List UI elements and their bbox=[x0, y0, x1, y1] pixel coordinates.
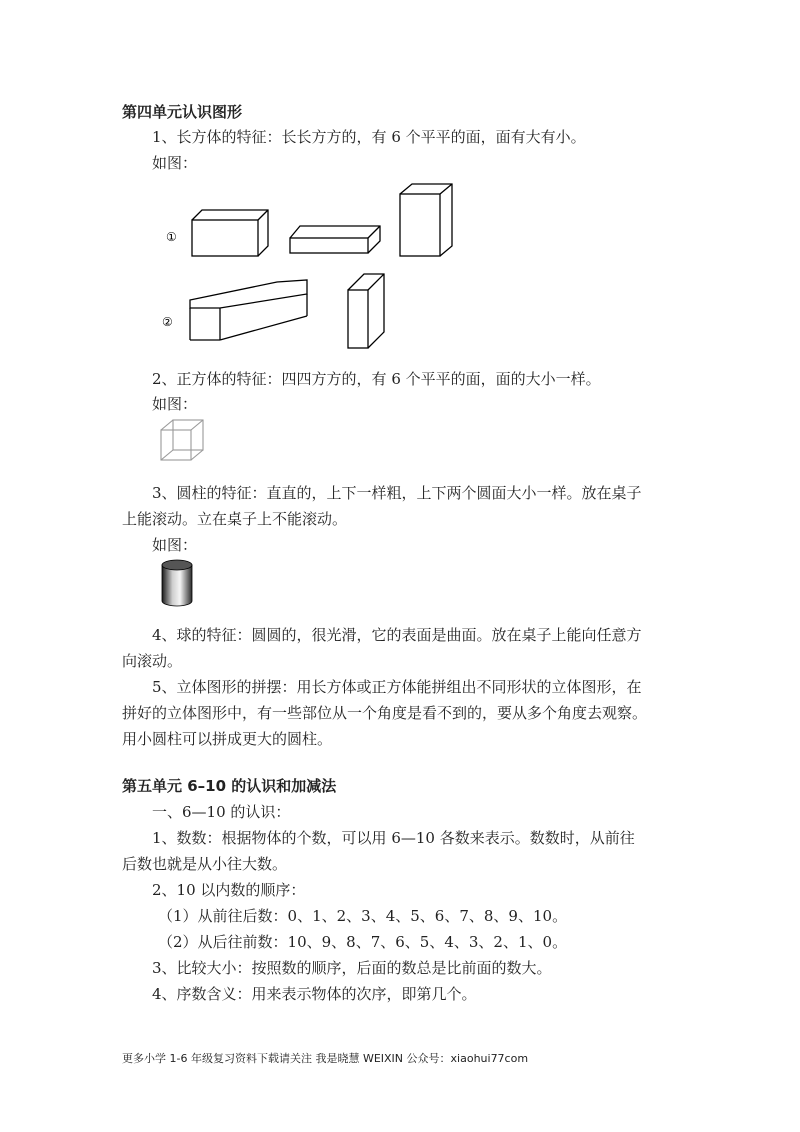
compare-text: 3、比较大小：按照数的顺序，后面的数总是比前面的数大。 bbox=[152, 959, 552, 977]
cylinder-figure-label: 如图： bbox=[152, 536, 198, 554]
cuboid-feature-text: 1、长方体的特征：长长方方的，有 6 个平平的面，面有大有小。 bbox=[152, 128, 586, 146]
sphere-feature-text-2: 向滚动。 bbox=[122, 652, 183, 670]
order-title: 2、10 以内数的顺序： bbox=[152, 881, 306, 899]
cuboid-figure-1 bbox=[192, 210, 268, 256]
footer-note: 更多小学 1-6 年级复习资料下载请关注 我是晓慧 WEIXIN 公众号：xiaohui77com bbox=[122, 1052, 529, 1065]
ordinal-text: 4、序数含义：用来表示物体的次序，即第几个。 bbox=[152, 985, 477, 1003]
cuboid-figure-3 bbox=[400, 184, 452, 256]
cuboid-figure-5 bbox=[348, 274, 384, 348]
assembly-text-3: 用小圆柱可以拼成更大的圆柱。 bbox=[122, 730, 333, 748]
cuboid-figure-2 bbox=[290, 226, 380, 253]
unit5-heading: 第五单元 6–10 的认识和加减法 bbox=[122, 777, 337, 795]
cylinder-feature-text-2: 上能滚动。立在桌子上不能滚动。 bbox=[122, 510, 348, 528]
cylinder-feature-text-1: 3、圆柱的特征：直直的，上下一样粗，上下两个圆面大小一样。放在桌子 bbox=[152, 484, 642, 502]
unit4-heading: 第四单元认识图形 bbox=[122, 103, 243, 121]
cylinder-figure bbox=[160, 558, 196, 608]
cuboid-figure-4 bbox=[190, 280, 307, 340]
sphere-feature-text-1: 4、球的特征：圆圆的，很光滑，它的表面是曲面。放在桌子上能向任意方 bbox=[152, 626, 642, 644]
unit5-section-1: 一、6—10 的认识： bbox=[152, 803, 291, 821]
cube-figure-label: 如图： bbox=[152, 395, 198, 413]
counting-text-2: 后数也就是从小往大数。 bbox=[122, 855, 288, 873]
cube-feature-text: 2、正方体的特征：四四方方的，有 6 个平平的面，面的大小一样。 bbox=[152, 370, 601, 388]
cube-figure bbox=[157, 418, 209, 462]
cuboid-figures bbox=[160, 180, 520, 350]
cuboid-row2-marker: ② bbox=[162, 315, 173, 329]
assembly-text-1: 5、立体图形的拼摆：用长方体或正方体能拼组出不同形状的立体图形，在 bbox=[152, 678, 642, 696]
order-backward: （2）从后往前数：10、9、8、7、6、5、4、3、2、1、0。 bbox=[158, 933, 568, 951]
assembly-text-2: 拼好的立体图形中，有一些部位从一个角度是看不到的，要从多个角度去观察。 bbox=[122, 704, 648, 722]
cuboid-row1-marker: ① bbox=[166, 230, 177, 244]
counting-text-1: 1、数数：根据物体的个数，可以用 6—10 各数来表示。数数时，从前往 bbox=[152, 829, 635, 847]
order-forward: （1）从前往后数：0、1、2、3、4、5、6、7、8、9、10。 bbox=[158, 907, 568, 925]
cuboid-figure-label: 如图： bbox=[152, 154, 198, 172]
